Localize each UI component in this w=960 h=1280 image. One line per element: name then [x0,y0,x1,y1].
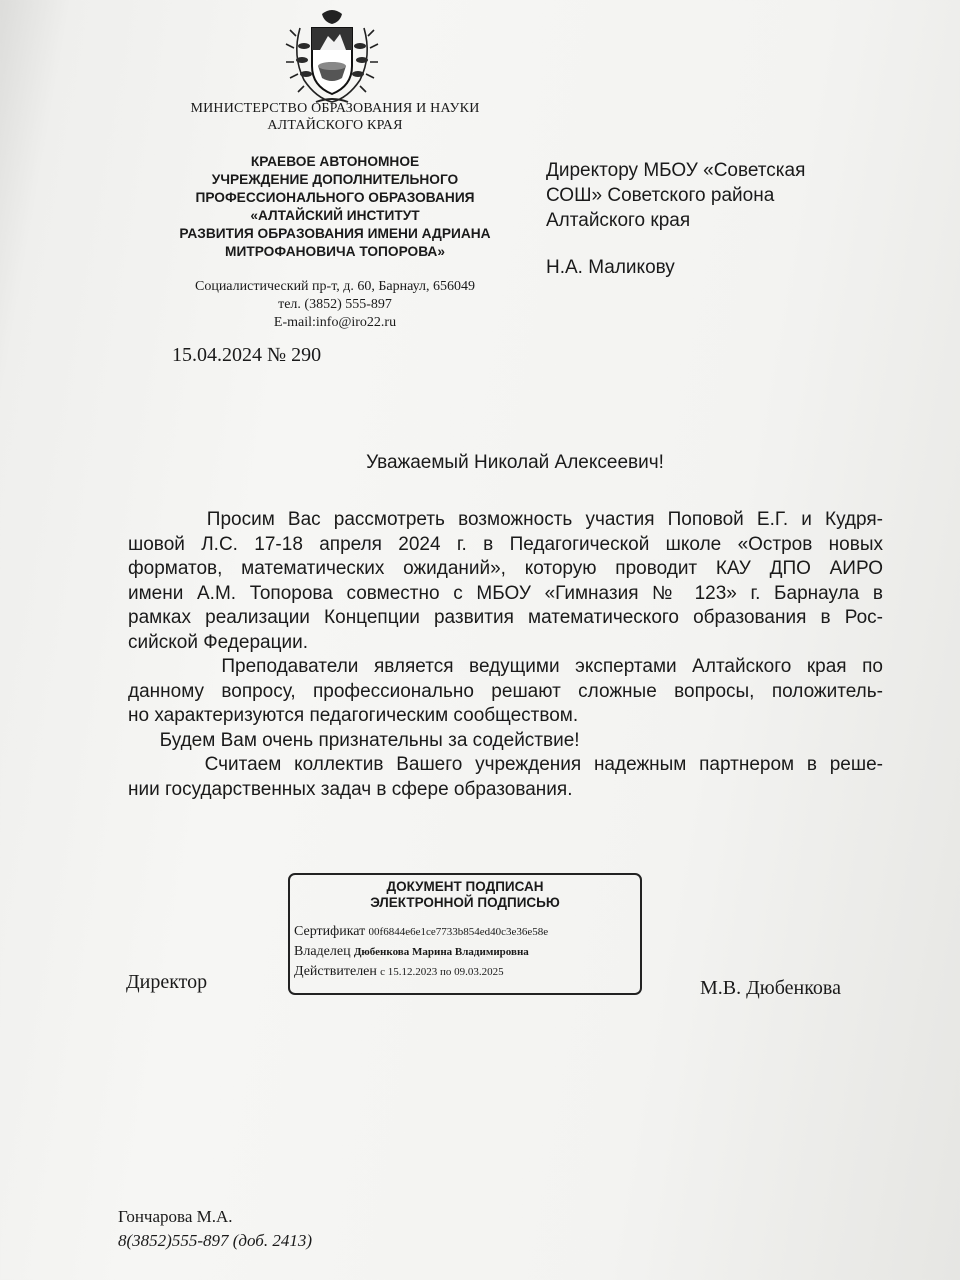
owner-value: Дюбенкова Марина Владимировна [353,946,529,958]
body-line: Считаем коллектив Вашего учреждения надежным партнером в реше- [128,754,883,775]
addressee-line: Алтайского края [546,210,691,231]
institute-line: КРАЕВОЕ АВТОНОМНОЕ [250,153,420,169]
institute-line: «АЛТАЙСКИЙ ИНСТИТУТ [250,207,420,223]
institute-name [134,152,536,260]
body-line: данному вопросу, профессионально решают сложные вопросы, положитель- [128,680,883,702]
ministry-line: МИНИСТЕРСТВО ОБРАЗОВАНИЯ И НАУКИ [190,101,480,116]
signatory-name: М.В. Дюбенкова [700,977,841,999]
institute-line: ПРОФЕССИОНАЛЬНОГО ОБРАЗОВАНИЯ [195,189,475,205]
ministry-name [140,100,530,134]
body-line: сийской Федерации. [128,631,308,653]
ministry-line: АЛТАЙСКОГО КРАЯ [267,118,403,133]
signatory-position: Директор [126,971,208,993]
body-line: рамках реализации Концепции развития математического образования в Рос- [128,607,883,628]
stamp-title-line: ДОКУМЕНТ ПОДПИСАН [386,879,544,894]
institute-contacts [140,278,530,332]
electronic-signature-stamp [288,873,642,995]
body-line: но характеризуются педагогическим сообществом. [128,705,579,726]
addressee-line: СОШ» Советского района [546,185,775,206]
institute-line: УЧРЕЖДЕНИЕ ДОПОЛНИТЕЛЬНОГО [211,171,459,187]
institute-line: РАЗВИТИЯ ОБРАЗОВАНИЯ ИМЕНИ АДРИАНА [179,225,491,241]
body-line: форматов, математических ожиданий», которую проводит КАУ ДПО АИРО [128,558,883,579]
executor-block [118,1205,312,1253]
addressee-line: Директору МБОУ «Советская [546,160,806,181]
letter-body [128,508,883,802]
addressee-name: Н.А. Маликову [546,257,675,278]
stamp-owner [294,942,640,961]
owner-label: Владелец [294,944,351,959]
valid-value: с 15.12.2023 по 09.03.2025 [380,966,504,978]
certificate-value: 00f6844e6e1ce7733b854ed40c3e36e58e [368,926,549,938]
body-line: Будем Вам очень признательны за содействие! [128,729,580,751]
valid-label: Действителен [294,964,377,979]
stamp-title [290,879,640,911]
stamp-validity [294,961,640,982]
institute-email: E-mail:info@iro22.ru [273,315,397,330]
stamp-certificate [294,921,640,942]
body-line: Преподаватели является ведущими экспертами Алтайского края по [128,656,883,677]
body-line: нии государственных задач в сфере образования. [128,778,573,800]
body-line: шовой Л.С. 17-18 апреля 2024 г. в Педагогической школе «Остров новых [128,533,883,555]
document-number: 15.04.2024 № 290 [172,344,322,366]
institute-line: МИТРОФАНОВИЧА ТОПОРОВА» [225,243,445,259]
certificate-label: Сертификат [294,924,366,939]
executor-name: Гончарова М.А. [118,1207,233,1226]
body-line: Просим Вас рассмотреть возможность участия Поповой Е.Г. и Кудря- [128,509,883,530]
letter-greeting: Уважаемый Николай Алексеевич! [366,452,664,473]
institute-phone: тел. (3852) 555-897 [278,297,392,312]
body-line: имени А.М. Топорова совместно с МБОУ «Гимназия № 123» г. Барнаула в [128,582,883,604]
addressee-block [546,158,876,280]
stamp-title-line: ЭЛЕКТРОННОЙ ПОДПИСЬЮ [370,895,560,910]
coat-of-arms-emblem [282,6,382,106]
executor-phone: 8(3852)555-897 (доб. 2413) [118,1231,312,1250]
institute-address: Социалистический пр-т, д. 60, Барнаул, 656049 [194,279,476,294]
